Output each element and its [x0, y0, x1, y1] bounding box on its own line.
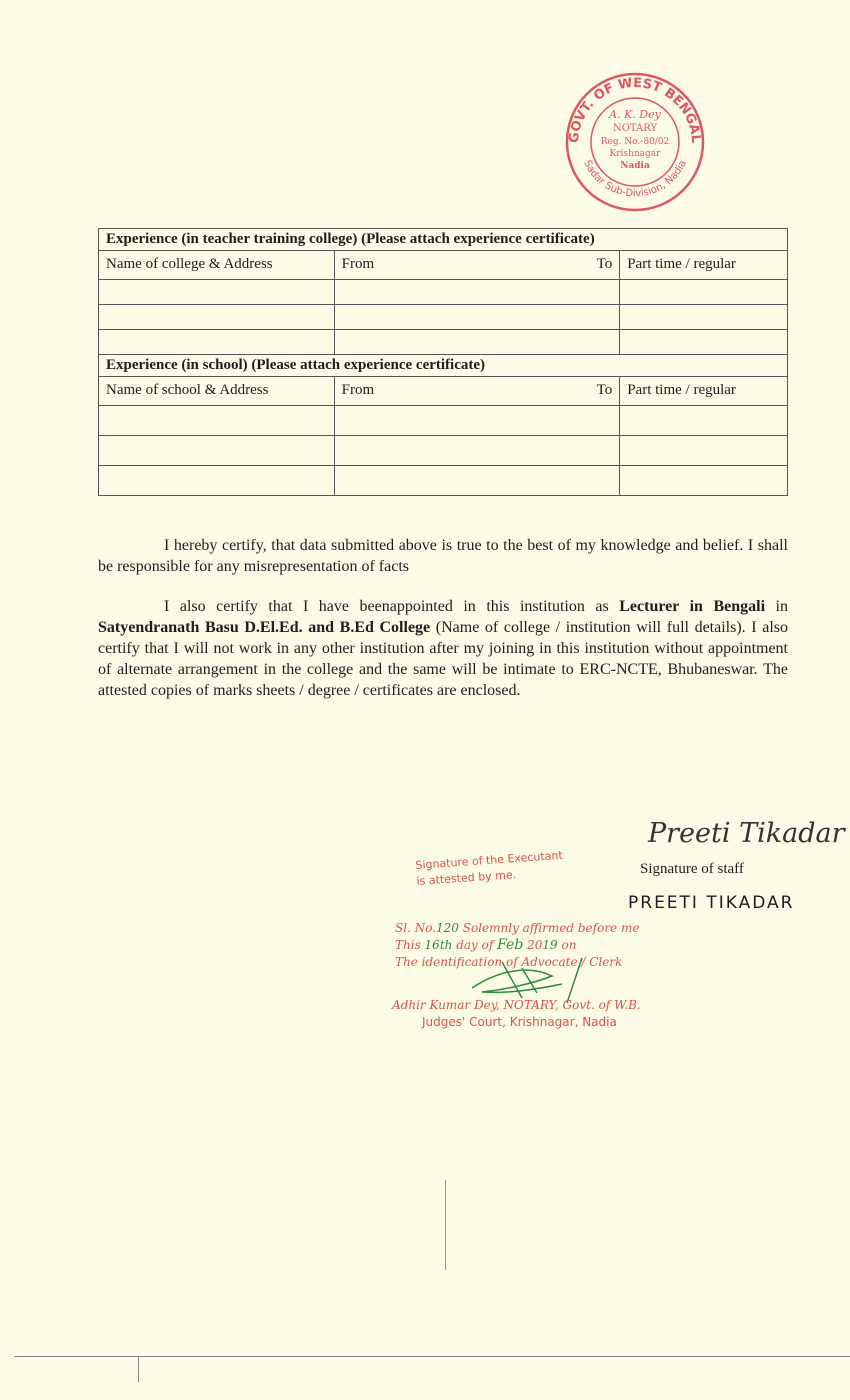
school-period-header	[334, 377, 620, 406]
school-row-blank	[99, 436, 788, 466]
affirm-line-2c: 20	[523, 938, 543, 952]
page-edge-tick	[138, 1356, 139, 1382]
affirm-month: Feb	[497, 937, 524, 953]
seal-name: A. K. Dey	[609, 108, 661, 121]
certify-text-1: I hereby certify, that data submitted above is true to the best of my knowledge and belief. I shall be responsible for any misrepresentation of facts	[98, 537, 788, 575]
certify-text-2a: I also certify that I have beenappointed in this institution as	[164, 598, 620, 615]
experience-table	[98, 228, 788, 496]
college-row-blank	[99, 280, 788, 305]
school-row-blank	[99, 466, 788, 496]
college-period-header	[334, 251, 620, 280]
staff-name-handwritten: PREETI TIKADAR	[628, 893, 795, 913]
affirm-line-3: The identification of Advocate / Clerk	[395, 955, 623, 969]
school-type-header: Part time / regular	[620, 377, 788, 406]
school-experience-title: Experience (in school) (Please attach experience certificate)	[99, 355, 788, 377]
school-from-header: From	[341, 382, 375, 398]
certify-text-2b: in	[765, 598, 789, 615]
college-from-header: From	[341, 256, 375, 272]
seal-outer-text: GOVT. OF WEST BENGAL	[566, 75, 704, 144]
attestation-stamp	[415, 848, 564, 890]
college-experience-title: Experience (in teacher training college) (Please attach experience certificate)	[99, 229, 788, 251]
college-row-blank	[99, 330, 788, 355]
seal-reg: Reg. No.-80/02	[600, 137, 670, 147]
attestation-line-1: Signature of the Executant	[415, 848, 564, 872]
seal-place: Krishnagar	[609, 149, 661, 159]
notary-court: Judges' Court, Krishnagar, Nadia	[422, 1015, 617, 1029]
notary-name: Adhir Kumar Dey, NOTARY, Govt. of W.B.	[392, 998, 641, 1012]
attestation-line-2: is attested by me.	[416, 868, 517, 888]
scan-line	[445, 1180, 446, 1270]
seal-district: Nadia	[620, 161, 650, 171]
certify-paragraph-2	[98, 596, 788, 701]
affirm-line-2b: day of	[452, 938, 498, 952]
signature-label: Signature of staff	[640, 861, 744, 877]
notary-footer	[392, 997, 641, 1031]
affirm-day: 16th	[424, 938, 453, 952]
school-to-header: To	[596, 382, 613, 398]
college-name: Satyendranath Basu D.El.Ed. and B.Ed College	[98, 619, 431, 636]
affirm-sl-label: Sl. No.	[395, 921, 437, 935]
certify-paragraph-1	[98, 535, 788, 577]
page-edge-line	[14, 1356, 850, 1357]
seal-bottom-text: Sadar Sub-Division, Nadia	[581, 158, 689, 200]
position-title: Lecturer in Bengali	[619, 598, 766, 615]
affirm-year: 19	[542, 938, 558, 952]
affirm-sl-number: 120	[436, 921, 459, 935]
college-type-header: Part time / regular	[620, 251, 788, 280]
staff-signature: Preeti Tikadar	[648, 818, 845, 849]
affirm-line-2d: on	[557, 938, 577, 952]
college-row-blank	[99, 305, 788, 330]
seal-title: NOTARY	[612, 123, 658, 134]
affirm-line-2a: This	[395, 938, 425, 952]
certify-text-2c: (Name of college / institution will full details). I also certify that I will not work in any other institution after my joining in this institution without appointment of alternate arrangement in the college and the same will be intimate to ERC-NCTE, Bhubaneswar. The attested copies of marks sheets / degree / certificates are enclosed.	[98, 619, 789, 699]
notary-seal	[560, 72, 710, 212]
school-name-header: Name of school & Address	[99, 377, 335, 406]
school-row-blank	[99, 406, 788, 436]
college-to-header: To	[596, 256, 613, 272]
college-name-header: Name of college & Address	[99, 251, 335, 280]
affirm-line-1b: Solemnly affirmed before me	[458, 921, 640, 935]
